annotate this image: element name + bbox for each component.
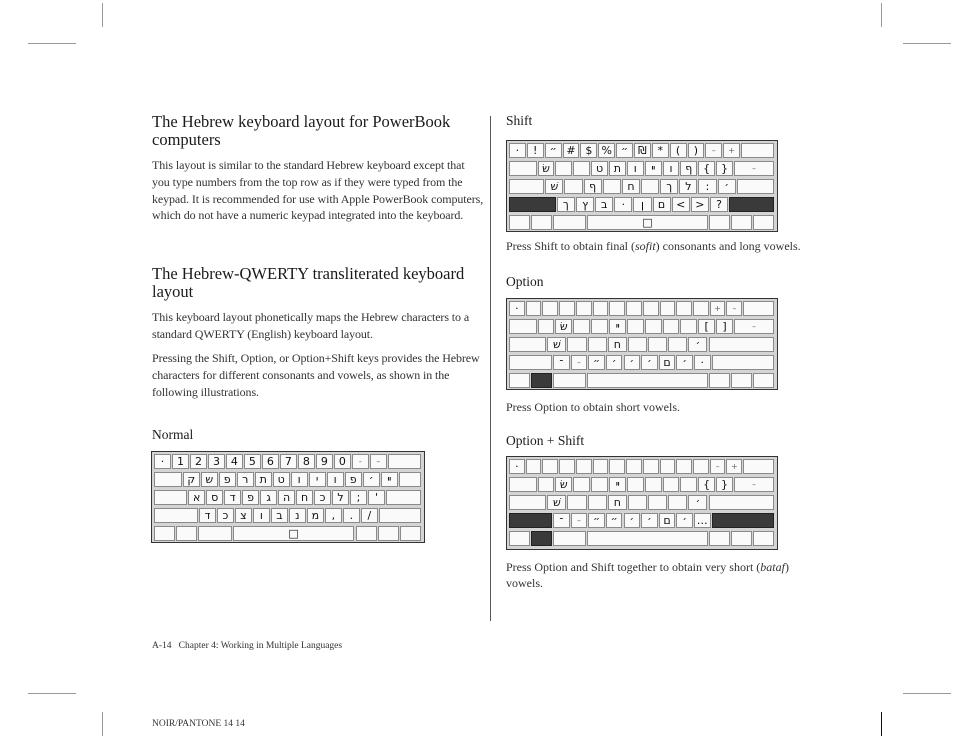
keyboard-key: א [188, 490, 205, 505]
keyboard-key: □ [233, 526, 355, 541]
keyboard-key [509, 197, 556, 212]
keyboard-key [693, 459, 709, 474]
keyboard-row [154, 508, 422, 525]
keyboard-key: ת [609, 161, 626, 176]
keyboard-key: { [698, 161, 715, 176]
keyboard-key [379, 508, 421, 523]
keyboard-key [693, 301, 709, 316]
keyboard-key: ״ [545, 143, 562, 158]
keyboard-key [526, 301, 542, 316]
keyboard-key [741, 143, 774, 158]
keyboard-row [509, 495, 775, 512]
keyboard-key: ח [608, 337, 627, 352]
keyboard-key: · [154, 454, 171, 469]
keyboard-key [509, 513, 552, 528]
keyboard-row [509, 215, 775, 232]
keyboard-row [509, 197, 775, 214]
keyboard-key: ( [670, 143, 687, 158]
keyboard-key [743, 301, 774, 316]
keyboard-key [176, 526, 197, 541]
keyboard-key [573, 161, 590, 176]
keyboard-key: ׳ [624, 355, 641, 370]
keyboard-key: ט [273, 472, 290, 487]
keyboard-key [198, 526, 231, 541]
keyboard-key: ׳ [363, 472, 380, 487]
keyboard-key [731, 215, 752, 230]
keyboard-key: + [726, 459, 742, 474]
keyboard-key: – [710, 459, 726, 474]
keyboard-row [509, 337, 775, 354]
keyboard-key [628, 337, 647, 352]
keyboard-key [753, 531, 774, 546]
keyboard-key [509, 531, 530, 546]
keyboard-key: כ [314, 490, 331, 505]
keyboard-row [509, 161, 775, 178]
keyboard-row [509, 143, 775, 160]
keyboard-key [531, 373, 552, 388]
keyboard-key: ו [291, 472, 308, 487]
keyboard-key: > [691, 197, 709, 212]
keyboard-key [753, 215, 774, 230]
keyboard-key [553, 531, 586, 546]
keyboard-key [531, 531, 552, 546]
keyboard-shift [506, 140, 778, 232]
keyboard-key: } [716, 477, 733, 492]
keyboard-key [737, 179, 774, 194]
keyboard-key: < [672, 197, 690, 212]
keyboard-key: ״ [588, 513, 605, 528]
footer-running [152, 641, 342, 651]
keyboard-key: 3 [208, 454, 225, 469]
keyboard-key: ׳ [624, 513, 641, 528]
keyboard-key [648, 337, 667, 352]
crop-mark-bottom-left-h [28, 693, 76, 694]
keyboard-key [641, 179, 659, 194]
keyboard-key: ם [659, 355, 676, 370]
keyboard-key: ! [527, 143, 544, 158]
keyboard-key [400, 526, 421, 541]
keyboard-key: ײ [609, 319, 626, 334]
column-divider [490, 116, 491, 621]
keyboard-key [154, 490, 187, 505]
keyboard-key [388, 454, 421, 469]
keyboard-key: ײ [645, 161, 662, 176]
keyboard-key [531, 215, 552, 230]
keyboard-key: ׳ [641, 355, 658, 370]
caption-shift-pre: Press Shift to obtain final ( [506, 239, 635, 253]
keyboard-key: 0 [334, 454, 351, 469]
keyboard-key [573, 319, 590, 334]
keyboard-key [593, 301, 609, 316]
keyboard-key: □ [587, 215, 708, 230]
keyboard-key [709, 495, 775, 510]
keyboard-key: ד [199, 508, 216, 523]
keyboard-key [676, 459, 692, 474]
keyboard-key: ׳ [641, 513, 658, 528]
keyboard-key: } [716, 161, 733, 176]
keyboard-key [542, 459, 558, 474]
keyboard-key: ה [278, 490, 295, 505]
keyboard-key [567, 337, 586, 352]
keyboard-key: ת [255, 472, 272, 487]
keyboard-key [509, 161, 537, 176]
crop-mark-top-right-h [903, 43, 951, 44]
keyboard-key: 1 [172, 454, 189, 469]
keyboard-key [628, 495, 647, 510]
keyboard-key [643, 459, 659, 474]
keyboard-key: [ [698, 319, 715, 334]
keyboard-key: ׳ [676, 355, 693, 370]
keyboard-key [154, 508, 198, 523]
keyboard-key: , [325, 508, 342, 523]
keyboard-key: שׁ [547, 337, 566, 352]
keyboard-key: ״ [606, 513, 623, 528]
keyboard-key [553, 215, 586, 230]
keyboard-key [731, 373, 752, 388]
keyboard-key [668, 495, 687, 510]
keyboard-key: ״ [588, 355, 605, 370]
keyboard-key [509, 495, 546, 510]
keyboard-key [509, 373, 530, 388]
keyboard-key [509, 355, 552, 370]
keyboard-key [626, 301, 642, 316]
keyboard-key: ם [653, 197, 671, 212]
keyboard-key [509, 215, 530, 230]
keyboard-key: ־ [553, 355, 570, 370]
keyboard-key [643, 301, 659, 316]
keyboard-key: ו [253, 508, 270, 523]
keyboard-key [680, 319, 697, 334]
keyboard-key: – [734, 477, 774, 492]
keyboard-key [663, 319, 680, 334]
keyboard-key: 7 [280, 454, 297, 469]
keyboard-key: ) [688, 143, 705, 158]
keyboard-key: ו [627, 161, 644, 176]
keyboard-row [509, 513, 775, 530]
keyboard-key: - [352, 454, 369, 469]
keyboard-key: ײ [609, 477, 626, 492]
keyboard-option [506, 298, 778, 390]
keyboard-key [559, 301, 575, 316]
keyboard-key [509, 337, 546, 352]
keyboard-key: שׂ [555, 319, 572, 334]
caption-option-shift-em: bataf [760, 560, 785, 574]
keyboard-key: · [694, 355, 711, 370]
caption-option-shift [506, 559, 806, 591]
keyboard-row [509, 459, 775, 476]
keyboard-key [676, 301, 692, 316]
keyboard-key [660, 459, 676, 474]
keyboard-key [591, 477, 608, 492]
keyboard-key [538, 319, 555, 334]
keyboard-key: ׳ [606, 355, 623, 370]
keyboard-key [538, 477, 555, 492]
keyboard-key: ח [622, 179, 640, 194]
keyboard-key: ׳ [718, 179, 736, 194]
keyboard-key [386, 490, 421, 505]
keyboard-key [712, 513, 774, 528]
keyboard-key: ג [260, 490, 277, 505]
keyboard-key: ף [680, 161, 697, 176]
caption-option-shift-pre: Press Option and Shift together to obtain very short ( [506, 560, 761, 574]
keyboard-key [564, 179, 582, 194]
keyboard-key: פ [345, 472, 362, 487]
crop-mark-top-left-h [28, 43, 76, 44]
keyboard-key: מ [307, 508, 324, 523]
crop-mark-top-left-v [102, 3, 103, 27]
keyboard-key: ר [237, 472, 254, 487]
keyboard-key [645, 319, 662, 334]
keyboard-row [509, 301, 775, 318]
keyboard-row [509, 355, 775, 372]
footer-printer-note: NOIR/PANTONE 14 14 [152, 719, 245, 729]
keyboard-key: – [734, 319, 774, 334]
keyboard-key [709, 373, 730, 388]
crop-mark-bottom-left-v [102, 712, 103, 736]
keyboard-key: נ [289, 508, 306, 523]
keyboard-key: ש [201, 472, 218, 487]
keyboard-key [399, 472, 421, 487]
section2-body1: This keyboard layout phonetically maps the Hebrew characters to a standard QWERTY (English) keyboard layout. [152, 310, 470, 341]
keyboard-key [576, 459, 592, 474]
keyboard-key [588, 337, 607, 352]
section1-title: The Hebrew keyboard layout for PowerBook computers [152, 112, 451, 149]
keyboard-key [154, 526, 175, 541]
keyboard-key: ך [557, 197, 575, 212]
keyboard-key: … [694, 513, 711, 528]
keyboard-key [609, 459, 625, 474]
keyboard-key [709, 337, 775, 352]
keyboard-key [593, 459, 609, 474]
keyboard-key: $ [580, 143, 597, 158]
keyboard-key: ״ [616, 143, 633, 158]
label-normal: Normal [152, 427, 194, 442]
keyboard-key [555, 161, 572, 176]
keyboard-key: 9 [316, 454, 333, 469]
keyboard-key: ח [608, 495, 627, 510]
keyboard-key [567, 495, 586, 510]
keyboard-key [627, 477, 644, 492]
keyboard-key [591, 319, 608, 334]
keyboard-key: ׳ [688, 337, 707, 352]
crop-mark-top-right-v [881, 3, 882, 27]
keyboard-key: · [509, 143, 526, 158]
keyboard-key: שׂ [555, 477, 572, 492]
keyboard-key [603, 179, 621, 194]
keyboard-key [559, 459, 575, 474]
keyboard-key: כ [217, 508, 234, 523]
keyboard-key [587, 373, 708, 388]
keyboard-key [648, 495, 667, 510]
keyboard-key: / [361, 508, 378, 523]
keyboard-key: 5 [244, 454, 261, 469]
keyboard-key [542, 301, 558, 316]
keyboard-key [509, 179, 544, 194]
keyboard-key [588, 495, 607, 510]
keyboard-key: { [698, 477, 715, 492]
keyboard-key: ׳ [688, 495, 707, 510]
caption-option: Press Option to obtain short vowels. [506, 400, 680, 414]
crop-mark-bottom-right-v [881, 712, 882, 736]
keyboard-key: – [571, 355, 588, 370]
keyboard-key: ס [206, 490, 223, 505]
keyboard-key: ײ [381, 472, 398, 487]
keyboard-key [509, 319, 537, 334]
keyboard-key [709, 531, 730, 546]
keyboard-key: ל [332, 490, 349, 505]
keyboard-key [573, 477, 590, 492]
keyboard-key: שׂ [538, 161, 555, 176]
keyboard-key: · [509, 301, 525, 316]
keyboard-key: – [571, 513, 588, 528]
keyboard-key: צ [235, 508, 252, 523]
keyboard-key: ב [595, 197, 613, 212]
keyboard-key: – [370, 454, 387, 469]
keyboard-key: ד [224, 490, 241, 505]
keyboard-key: שׁ [547, 495, 566, 510]
keyboard-key [553, 373, 586, 388]
keyboard-key: ט [591, 161, 608, 176]
keyboard-key [731, 531, 752, 546]
keyboard-key: 4 [226, 454, 243, 469]
keyboard-row [509, 179, 775, 196]
keyboard-key: פ [242, 490, 259, 505]
keyboard-key: # [563, 143, 580, 158]
keyboard-key [709, 215, 730, 230]
keyboard-key: ץ [576, 197, 594, 212]
keyboard-key: + [723, 143, 740, 158]
keyboard-key: ב [271, 508, 288, 523]
keyboard-key [729, 197, 774, 212]
keyboard-key [626, 459, 642, 474]
keyboard-key: י [309, 472, 326, 487]
keyboard-key [154, 472, 182, 487]
keyboard-key: 8 [298, 454, 315, 469]
caption-shift [506, 238, 846, 254]
keyboard-key: פ [219, 472, 236, 487]
keyboard-key: ח [296, 490, 313, 505]
keyboard-row [154, 490, 422, 507]
keyboard-key: : [698, 179, 716, 194]
keyboard-key: ן [633, 197, 651, 212]
keyboard-key: · [509, 459, 525, 474]
keyboard-key: + [710, 301, 726, 316]
keyboard-key: ו [663, 161, 680, 176]
keyboard-key [587, 531, 708, 546]
keyboard-key: ו [327, 472, 344, 487]
keyboard-key: ק [183, 472, 200, 487]
keyboard-row [154, 526, 422, 543]
keyboard-row [154, 454, 422, 471]
keyboard-key [680, 477, 697, 492]
footer-chapter: Chapter 4: Working in Multiple Languages [178, 641, 343, 651]
section2-body2: Pressing the Shift, Option, or Option+Shift keys provides the Hebrew characters for different consonants and vowels, as shown in the following illustrations. [152, 351, 480, 399]
keyboard-key: – [705, 143, 722, 158]
keyboard-option-shift [506, 456, 778, 550]
keyboard-key: ₪ [634, 143, 651, 158]
keyboard-key: ם [659, 513, 676, 528]
keyboard-key [753, 373, 774, 388]
keyboard-key: ; [350, 490, 367, 505]
keyboard-key [627, 319, 644, 334]
keyboard-key: ? [710, 197, 728, 212]
keyboard-key [743, 459, 774, 474]
label-option: Option [506, 274, 544, 289]
keyboard-key [609, 301, 625, 316]
caption-shift-post: ) consonants and long vowels. [655, 239, 801, 253]
keyboard-key [526, 459, 542, 474]
keyboard-key [645, 477, 662, 492]
keyboard-key: ־ [553, 513, 570, 528]
keyboard-row [509, 477, 775, 494]
keyboard-key [378, 526, 399, 541]
keyboard-key [660, 301, 676, 316]
keyboard-key: – [726, 301, 742, 316]
keyboard-row [509, 319, 775, 336]
keyboard-key: · [614, 197, 632, 212]
keyboard-key: – [734, 161, 774, 176]
keyboard-key [509, 477, 537, 492]
keyboard-key: 2 [190, 454, 207, 469]
keyboard-key [712, 355, 774, 370]
keyboard-key: שׁ [545, 179, 563, 194]
keyboard-key [356, 526, 377, 541]
caption-shift-em: sofit [635, 239, 656, 253]
keyboard-normal [151, 451, 425, 543]
keyboard-key: ] [716, 319, 733, 334]
label-shift: Shift [506, 113, 533, 128]
keyboard-key: ף [584, 179, 602, 194]
caption-option-shift-post: ) vowels. [506, 560, 789, 590]
keyboard-row [509, 373, 775, 390]
keyboard-key: 6 [262, 454, 279, 469]
crop-mark-bottom-right-h [903, 693, 951, 694]
keyboard-key [668, 337, 687, 352]
keyboard-key: * [652, 143, 669, 158]
keyboard-key: % [598, 143, 615, 158]
keyboard-key [663, 477, 680, 492]
keyboard-row [154, 472, 422, 489]
keyboard-key: ך [660, 179, 678, 194]
keyboard-key: ' [368, 490, 385, 505]
section1-body: This layout is similar to the standard Hebrew keyboard except that you type numbers from the top row as if they were typed from the keypad. It is recommended for use with Apple PowerBook computers, which do not have a numeric keypad integrated into the keyboard. [152, 158, 484, 223]
footer-page-ref: A-14 [152, 641, 172, 651]
keyboard-key [576, 301, 592, 316]
section2-title: The Hebrew-QWERTY transliterated keyboard layout [152, 264, 465, 301]
keyboard-key: ל [679, 179, 697, 194]
label-option-shift: Option + Shift [506, 433, 585, 448]
keyboard-key: . [343, 508, 360, 523]
keyboard-key: ׳ [676, 513, 693, 528]
keyboard-row [509, 531, 775, 548]
